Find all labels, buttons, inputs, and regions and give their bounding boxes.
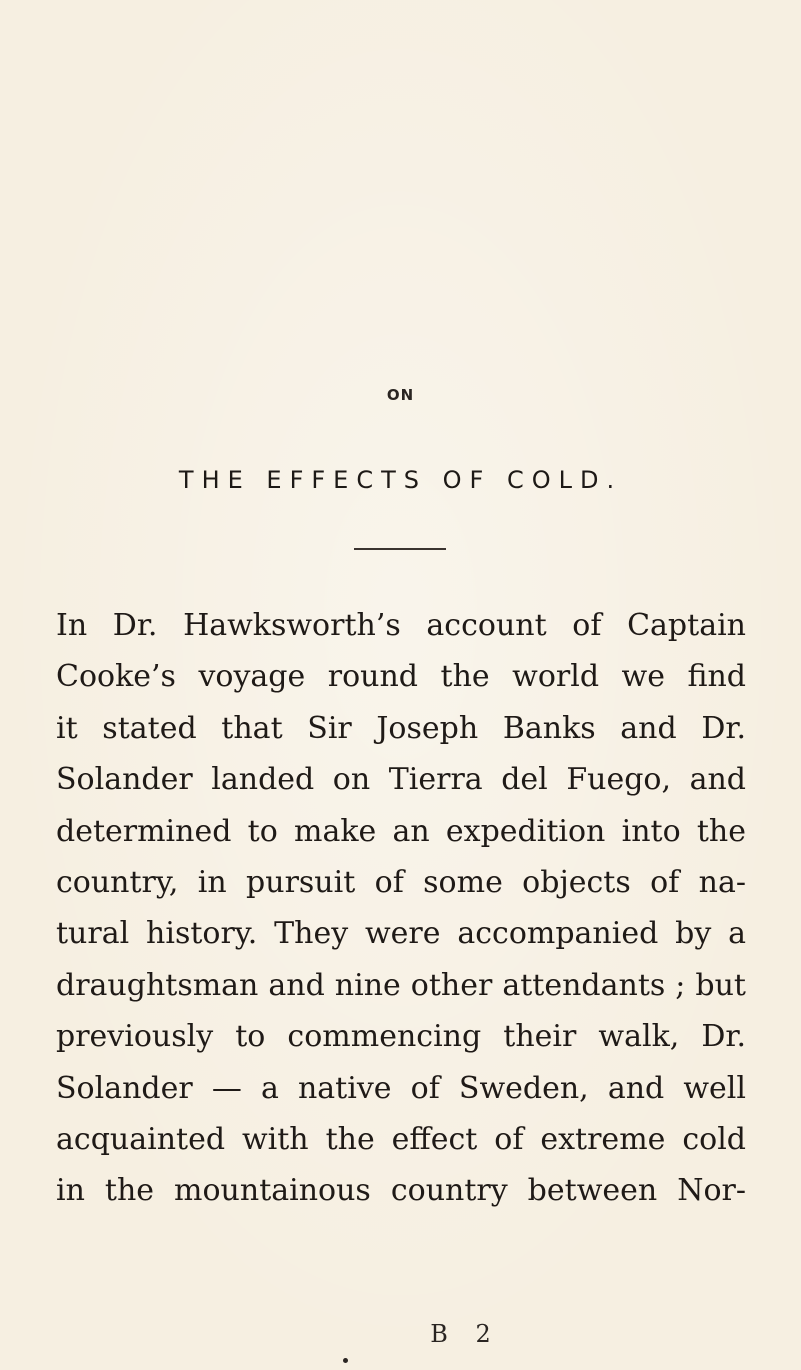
- text-line: Solander — a native of Sweden, and well: [56, 1070, 746, 1106]
- text-line: draughtsman and nine other attendants ; but: [56, 967, 746, 1003]
- text-line: tural history. They were accompanied by a: [56, 916, 746, 952]
- text-line: In Dr. Hawksworth’s account of Captain: [56, 608, 746, 643]
- text-line: acquainted with the effect of extreme cold: [56, 1121, 746, 1157]
- print-mark: [343, 1358, 348, 1363]
- text-line: it stated that Sir Joseph Banks and Dr.: [56, 710, 746, 746]
- body-paragraph: [56, 600, 746, 1217]
- preposition-heading: ON: [386, 386, 415, 404]
- chapter-title: THE EFFECTS OF COLD.: [178, 466, 623, 494]
- signature-mark: B 2: [430, 1320, 501, 1348]
- text-line: determined to make an expedition into the: [56, 813, 746, 849]
- text-line: Solander landed on Tierra del Fuego, and: [56, 762, 746, 798]
- title-divider-rule: [354, 548, 446, 550]
- text-line: country, in pursuit of some objects of na-: [56, 864, 746, 900]
- text-line: Cooke’s voyage round the world we find: [56, 659, 746, 695]
- text-line: in the mountainous country between Nor-: [56, 1173, 746, 1209]
- text-line: previously to commencing their walk, Dr.: [56, 1019, 746, 1055]
